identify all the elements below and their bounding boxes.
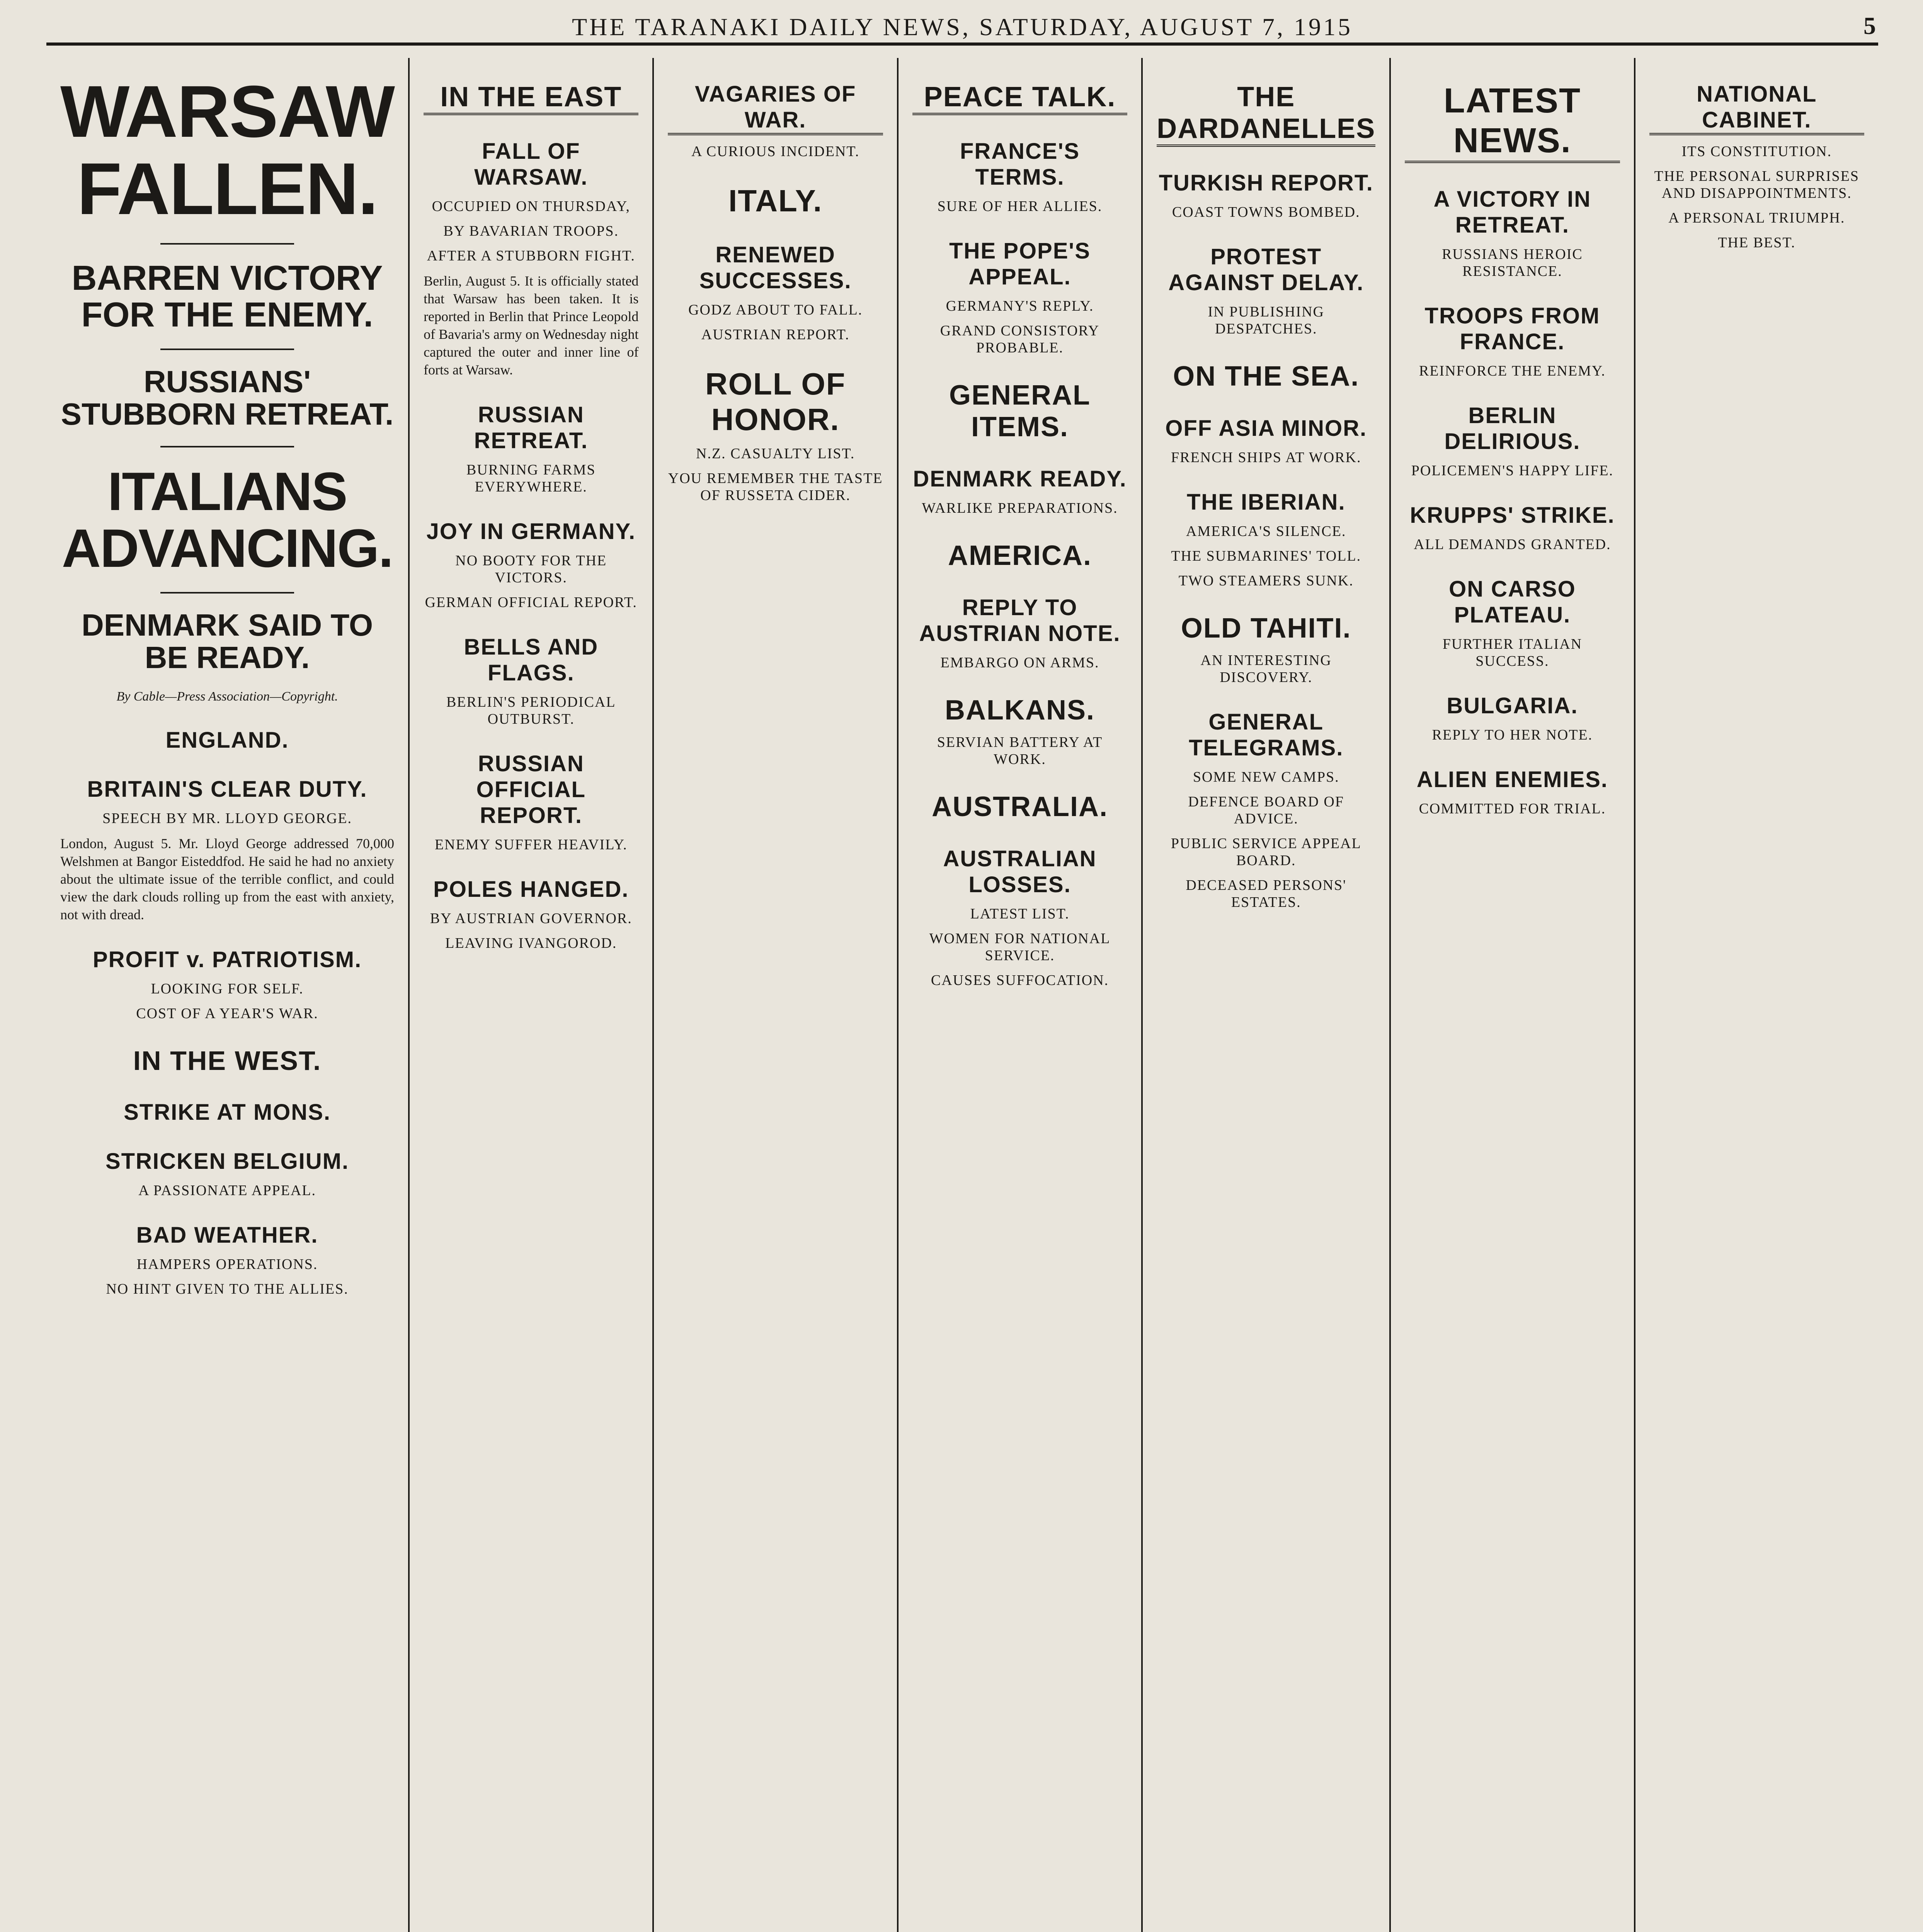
divider: [160, 349, 294, 350]
heading: ITALY.: [728, 184, 823, 218]
subheading: BY AUSTRIAN GOVERNOR.: [430, 910, 632, 927]
heading: NATIONAL CABINET.: [1649, 81, 1864, 135]
heading: THE POPE'S APPEAL.: [949, 238, 1091, 289]
column-1: [46, 58, 408, 1932]
subheading: YOU REMEMBER THE TASTE OF RUSSETA CIDER.: [668, 470, 883, 503]
subheading: IN PUBLISHING DESPATCHES.: [1208, 304, 1324, 337]
column-4: [897, 58, 1141, 1932]
subheading: PUBLIC SERVICE APPEAL BOARD.: [1171, 835, 1361, 869]
subheading: HAMPERS OPERATIONS.: [136, 1256, 318, 1273]
main-headline: WARSAW FALLEN.: [60, 71, 395, 230]
heading: A VICTORY IN RETREAT.: [1433, 187, 1591, 238]
deck-4: DENMARK SAID TO BE READY.: [81, 608, 373, 675]
subheading: SPEECH BY MR. LLOYD GEORGE.: [102, 810, 352, 827]
subheading: GRAND CONSISTORY PROBABLE.: [940, 323, 1100, 356]
heading: TROOPS FROM FRANCE.: [1424, 303, 1600, 354]
heading: BULGARIA.: [1447, 693, 1578, 718]
heading: RUSSIAN RETREAT.: [474, 402, 588, 454]
subheading: GODZ ABOUT TO FALL.: [688, 302, 863, 318]
heading: IN THE EAST: [424, 81, 638, 115]
subheading: DEFENCE BOARD OF ADVICE.: [1188, 794, 1344, 827]
column-5: [1141, 58, 1389, 1932]
heading: GENERAL TELEGRAMS.: [1189, 709, 1344, 760]
heading: THE DARDANELLES: [1157, 81, 1375, 147]
subheading: THE PERSONAL SURPRISES AND DISAPPOINTMENTS.: [1654, 168, 1859, 201]
heading: AUSTRALIA.: [932, 791, 1108, 822]
subheading: A PASSIONATE APPEAL.: [138, 1182, 316, 1199]
subheading: A CURIOUS INCIDENT.: [691, 143, 860, 160]
subheading: RUSSIANS HEROIC RESISTANCE.: [1442, 246, 1583, 279]
heading: FALL OF WARSAW.: [474, 139, 588, 190]
heading: PROTEST AGAINST DELAY.: [1168, 244, 1364, 295]
masthead: [46, 12, 1878, 46]
heading: OLD TAHITI.: [1181, 613, 1351, 644]
deck-2: RUSSIANS' STUBBORN RETREAT.: [61, 364, 394, 431]
heading: FRANCE'S TERMS.: [960, 139, 1080, 190]
heading: BAD WEATHER.: [136, 1223, 318, 1248]
subheading: WOMEN FOR NATIONAL SERVICE.: [929, 930, 1111, 964]
heading: KRUPPS' STRIKE.: [1410, 503, 1615, 528]
column-3: [652, 58, 897, 1932]
heading: RUSSIAN OFFICIAL REPORT.: [476, 751, 586, 828]
subheading: TWO STEAMERS SUNK.: [1178, 573, 1354, 589]
columns: [46, 58, 1878, 1932]
subheading: GERMANY'S REPLY.: [946, 298, 1094, 314]
subheading: SERVIAN BATTERY AT WORK.: [937, 734, 1103, 767]
heading: OFF ASIA MINOR.: [1165, 416, 1367, 441]
subheading: THE SUBMARINES' TOLL.: [1171, 548, 1361, 564]
subheading: COMMITTED FOR TRIAL.: [1419, 801, 1606, 817]
heading: ALIEN ENEMIES.: [1416, 767, 1608, 792]
subheading: AN INTERESTING DISCOVERY.: [1200, 652, 1332, 685]
subheading: AFTER A STUBBORN FIGHT.: [427, 248, 635, 264]
heading: JOY IN GERMANY.: [426, 519, 636, 544]
subheading: REPLY TO HER NOTE.: [1432, 727, 1593, 743]
heading: DENMARK READY.: [913, 466, 1127, 492]
subheading: GERMAN OFFICIAL REPORT.: [425, 594, 637, 611]
column-2: [408, 58, 652, 1932]
deck-1: BARREN VICTORY FOR THE ENEMY.: [71, 259, 383, 334]
subheading: AUSTRIAN REPORT.: [701, 327, 850, 343]
subheading: SOME NEW CAMPS.: [1193, 769, 1339, 785]
subheading: WARLIKE PREPARATIONS.: [922, 500, 1118, 516]
subheading: COST OF A YEAR'S WAR.: [136, 1005, 318, 1022]
heading: PEACE TALK.: [912, 81, 1127, 115]
heading: ROLL OF HONOR.: [705, 367, 846, 437]
divider: [160, 243, 294, 245]
subheading: DECEASED PERSONS' ESTATES.: [1186, 877, 1347, 910]
subheading: ENEMY SUFFER HEAVILY.: [434, 837, 628, 853]
subheading: POLICEMEN'S HAPPY LIFE.: [1411, 463, 1614, 479]
heading: BERLIN DELIRIOUS.: [1444, 403, 1581, 454]
heading: AUSTRALIAN LOSSES.: [943, 846, 1097, 897]
subheading: BURNING FARMS EVERYWHERE.: [466, 462, 596, 495]
heading: ON THE SEA.: [1173, 361, 1360, 392]
column-7: [1634, 58, 1878, 1932]
heading: THE IBERIAN.: [1186, 490, 1346, 515]
subheading: LATEST LIST.: [970, 906, 1070, 922]
deck-3: ITALIANS ADVANCING.: [61, 461, 393, 578]
subheading: REINFORCE THE ENEMY.: [1419, 363, 1606, 379]
subheading: LEAVING IVANGOROD.: [445, 935, 617, 952]
subheading: BY BAVARIAN TROOPS.: [443, 223, 619, 239]
subheading: BERLIN'S PERIODICAL OUTBURST.: [446, 694, 616, 728]
heading: BELLS AND FLAGS.: [464, 634, 599, 686]
heading: REPLY TO AUSTRIAN NOTE.: [919, 595, 1121, 646]
heading: ENGLAND.: [165, 728, 289, 753]
article-text: London, August 5. Mr. Lloyd George addressed 70,000 Welshmen at Bangor Eisteddfod. He said he had no anxiety about the ultimate issue of the terrible conflict, and could view the dark clouds rolling up from the east with anxiety, not with dread.: [60, 836, 395, 923]
article-text: Berlin, August 5. It is officially stated that Warsaw has been taken. It is reported in Berlin that Prince Leopold of Bavaria's army on Wednesday night captured the outer and inner line of forts at Warsaw.: [424, 273, 639, 378]
subheading: N.Z. CASUALTY LIST.: [696, 446, 855, 462]
subheading: FRENCH SHIPS AT WORK.: [1171, 449, 1361, 466]
subheading: NO HINT GIVEN TO THE ALLIES.: [106, 1281, 349, 1298]
subheading: ALL DEMANDS GRANTED.: [1414, 536, 1611, 553]
subheading: A PERSONAL TRIUMPH.: [1668, 210, 1845, 226]
heading: STRICKEN BELGIUM.: [105, 1149, 349, 1174]
heading: TURKISH REPORT.: [1159, 170, 1373, 196]
heading: AMERICA.: [948, 540, 1092, 571]
heading: ON CARSO PLATEAU.: [1449, 577, 1576, 628]
subheading: NO BOOTY FOR THE VICTORS.: [455, 553, 607, 586]
divider: [160, 446, 294, 447]
subheading: LOOKING FOR SELF.: [151, 981, 304, 997]
subheading: COAST TOWNS BOMBED.: [1172, 204, 1360, 220]
heading: GENERAL ITEMS.: [949, 380, 1091, 442]
masthead-title: THE TARANAKI DAILY NEWS, SATURDAY, AUGUST 7, 1915: [572, 13, 1353, 41]
divider: [160, 592, 294, 594]
cable-credit: By Cable—Press Association—Copyright.: [116, 689, 338, 704]
heading: BRITAIN'S CLEAR DUTY.: [87, 777, 368, 802]
heading: POLES HANGED.: [433, 877, 629, 902]
heading: RENEWED SUCCESSES.: [699, 242, 852, 293]
subheading: ITS CONSTITUTION.: [1681, 143, 1832, 160]
heading: BALKANS.: [945, 695, 1095, 726]
heading: STRIKE AT MONS.: [124, 1100, 331, 1125]
subheading: SURE OF HER ALLIES.: [937, 198, 1103, 214]
heading: VAGARIES OF WAR.: [668, 81, 883, 135]
page-number: 5: [1863, 12, 1878, 39]
subheading: AMERICA'S SILENCE.: [1186, 523, 1346, 539]
heading: PROFIT v. PATRIOTISM.: [92, 947, 362, 973]
subheading: EMBARGO ON ARMS.: [940, 655, 1099, 671]
subheading: CAUSES SUFFOCATION.: [931, 972, 1109, 988]
subheading: OCCUPIED ON THURSDAY,: [432, 198, 630, 214]
subheading: FURTHER ITALIAN SUCCESS.: [1442, 636, 1583, 669]
heading: IN THE WEST.: [133, 1046, 322, 1076]
heading: LATEST NEWS.: [1405, 81, 1620, 163]
column-6: [1389, 58, 1634, 1932]
subheading: THE BEST.: [1718, 235, 1796, 251]
